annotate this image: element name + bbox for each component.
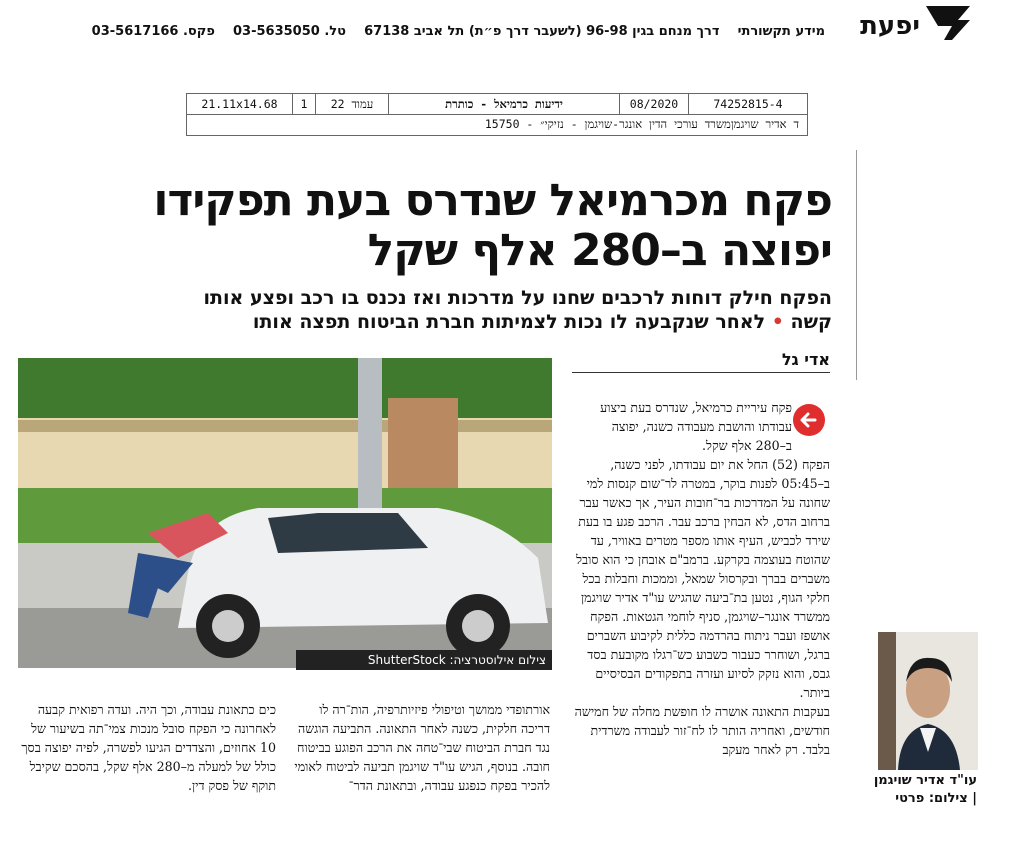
meta-id: 74252815-4 [713, 97, 783, 111]
lawyer-portrait [878, 632, 978, 770]
subheadline: הפקח חילק דוחות לרכבים שחנו על מדרכות ואז נכנס בו רכב ופצע אותו קשה • לאחר שנקבעה לו נכות לצמיתות חברת הביטוח תפצה אותו [203, 287, 832, 333]
headline: פקח מכרמיאל שנדרס בעת תפקידו יפוצה ב–280 אלף שקל [153, 175, 832, 276]
article-body-column-middle [292, 700, 550, 795]
article-body-main [572, 398, 830, 759]
clipping-meta-box [186, 93, 808, 136]
address: דרך מנחם בגין 96-98 (לשעבר דרך פ״ת) תל אביב 67138 [364, 24, 720, 39]
service-label: מידע תקשורתי [737, 24, 825, 39]
logo-icon [922, 2, 974, 42]
article-body-column-left [18, 700, 276, 795]
meta-client: ד אדיר שויגמןמשרד עורכי הדין אונגר-שויגמן - נזיקי״ - 15750 [484, 117, 799, 131]
fax: פקס. 03-5617166 [91, 24, 215, 39]
brand-name: יפעת [860, 11, 920, 41]
byline-rule [572, 372, 830, 373]
photo-caption: צילום אילוסטרציה: ShutterStock [296, 650, 552, 670]
meta-page: עמוד 22 [316, 94, 389, 114]
meta-date: 08/2020 [620, 94, 689, 114]
header-contact-line [91, 24, 825, 39]
column-divider [856, 150, 857, 380]
meta-count: 1 [293, 94, 316, 114]
meta-publication: ידיעות כרמיאל - כותרת [389, 94, 620, 114]
phone: טל. 03-5635050 [233, 24, 346, 39]
meta-size: 21.11x14.68 [187, 94, 293, 114]
body-paragraph: כים כתאונת עבודה, וכך היה. ועדה רפואית קבעה לאחרונה כי הפקח סובל מנכות צמי־תה בשיעור של 10 אחוזים, והצדדים הגיעו לפשרה, לפיה יפוצה בסך כולל של למעלה מ–280 אלף שקל, בהסכם שקיבל תוקף של פסק דין. [21, 702, 276, 793]
bullet-icon: • [771, 311, 784, 333]
portrait-caption: עו"ד אדיר שויגמן | צילום: פרטי [873, 773, 977, 806]
body-paragraph: הפקח (52) החל את יום עבודתו, לפני כשנה, ב–05:45 לפנות בוקר, במטרה לר־שום קנסות למי שחונה על המדרכות בר־חובות העיר, אך כאשר עבר ברחוב הדס, לא הבחין ברכב עבר. הרכב פגע בו בעת שירד לכביש, העיף אותו מספר מטרים באוויר, עד שהוטח בעוצמה בקרקע. ברמב"ם אובחן כי הוא סובל משברים בברך ובקרסול שמאל, וממכות וחבלות בכל חלקי הגוף, נטען בת־ביעה שהגיש עו"ד אדיר שויגמן ממשרד אונגר–שויגמן, סניף לוחמי הגטאות. הפקח אושפז ועבר ניתוח בהרדמה כללית לקיבוע השברים ברגל, ושוחרר כעבור כשבוע כש־רגלו מקובעת בסד גבס, והוא נזקק לסיוע ועזרה בתפקודים הבסיסיים ביותר. [576, 457, 830, 700]
body-paragraph: בעקבות התאונה אושרה לו חופשת מחלה של חמישה חודשים, ואחריה הותר לו לח־זור לעבודה משרדית בלבד. רק לאחר מעקב [574, 704, 830, 757]
lead-paragraph: פקח עיריית כרמיאל, שנדרס בעת ביצוע עבודתו והושבת מעבודה כשנה, יפוצה ב–280 אלף שקל. [600, 400, 792, 453]
byline: אדי גל [781, 350, 830, 369]
article-photo [18, 358, 552, 668]
body-paragraph: אורתופדי ממושך וטיפולי פיזיותרפיה, הות־רה לו דריכה חלקית, כשנה לאחר התאונה. התביעה הוגשה נגד חברת הביטוח שבי־טחה את הרכב הפוגע בביטוח חובה. בנוסף, הגיש עו"ד שויגמן תביעה לביטוח לאומי להכיר בפקח כנפגע עבודה, ובתאונת הדר־ [294, 702, 550, 793]
